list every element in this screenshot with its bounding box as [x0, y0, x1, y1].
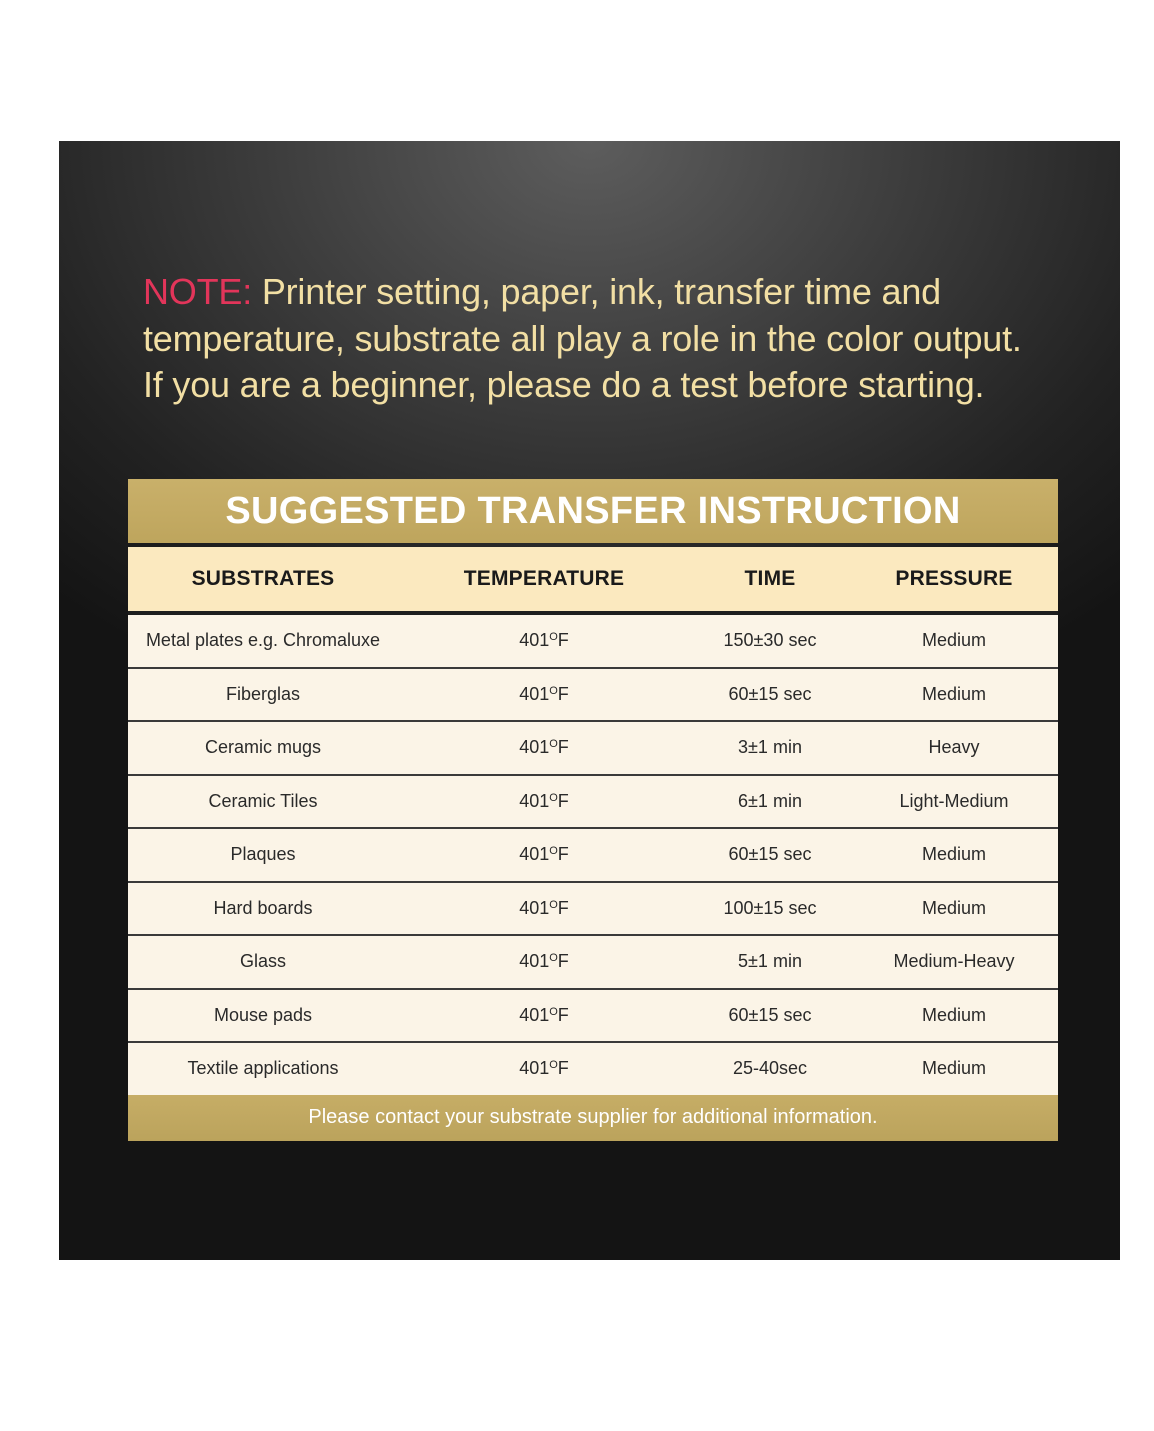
cell-substrate: Textile applications — [187, 1058, 339, 1079]
table-row — [128, 936, 1058, 990]
cell-time: 25-40sec — [732, 1058, 808, 1079]
cell-pressure: Medium — [921, 1004, 987, 1025]
table-row — [128, 615, 1058, 669]
table-row — [128, 883, 1058, 937]
table-row — [128, 722, 1058, 776]
cell-time: 150±30 sec — [723, 630, 817, 651]
temp-value: 401 — [519, 630, 550, 651]
table-row — [128, 776, 1058, 830]
degree-mark: O — [549, 1005, 558, 1018]
temp-value: 401 — [519, 897, 550, 918]
degree-mark: O — [549, 791, 558, 804]
table-row — [128, 669, 1058, 723]
cell-temperature — [398, 737, 690, 758]
temp-scale: F — [557, 1058, 569, 1079]
temp-scale: F — [557, 951, 569, 972]
note-line-2: temperature, substrate all play a role in the color output. — [143, 317, 1022, 359]
cell-temperature — [398, 1058, 690, 1079]
table-row — [128, 1043, 1058, 1095]
cell-time: 5±1 min — [738, 951, 802, 972]
cell-pressure: Heavy — [928, 737, 980, 758]
table-title: SUGGESTED TRANSFER INSTRUCTION — [128, 479, 1058, 543]
cell-temperature — [398, 1005, 690, 1026]
temp-value: 401 — [519, 951, 550, 972]
temp-value: 401 — [519, 1058, 550, 1079]
degree-mark: O — [549, 898, 558, 911]
temp-scale: F — [557, 630, 569, 651]
note-line-1 — [143, 269, 1083, 316]
note-label: NOTE: — [143, 271, 253, 312]
cell-temperature — [398, 630, 690, 651]
cell-substrate: Ceramic mugs — [204, 737, 322, 758]
header-time: TIME — [744, 567, 796, 590]
cell-temperature — [398, 684, 690, 705]
cell-pressure: Medium-Heavy — [893, 951, 1015, 972]
instruction-panel — [59, 141, 1120, 1260]
cell-temperature — [398, 898, 690, 919]
cell-time: 60±15 sec — [728, 1004, 812, 1025]
cell-time: 6±1 min — [738, 790, 802, 811]
table-row — [128, 829, 1058, 883]
cell-substrate: Fiberglas — [225, 683, 301, 704]
cell-temperature — [398, 844, 690, 865]
temp-value: 401 — [519, 683, 550, 704]
cell-substrate: Plaques — [230, 844, 296, 865]
cell-temperature — [398, 951, 690, 972]
cell-pressure: Medium — [921, 630, 987, 651]
temp-scale: F — [557, 897, 569, 918]
temp-value: 401 — [519, 1004, 550, 1025]
temp-scale: F — [557, 790, 569, 811]
cell-time: 60±15 sec — [728, 683, 812, 704]
temp-value: 401 — [519, 790, 550, 811]
temp-scale: F — [557, 1004, 569, 1025]
degree-mark: O — [549, 952, 558, 965]
degree-mark: O — [549, 684, 558, 697]
temp-value: 401 — [519, 844, 550, 865]
cell-pressure: Medium — [921, 844, 987, 865]
degree-mark: O — [549, 845, 558, 858]
cell-time: 100±15 sec — [723, 897, 817, 918]
cell-temperature — [398, 791, 690, 812]
cell-substrate: Ceramic Tiles — [208, 790, 318, 811]
note-line-1-text: Printer setting, paper, ink, transfer time and — [261, 271, 941, 312]
table-footer-note: Please contact your substrate supplier for additional information. — [128, 1095, 1058, 1141]
degree-mark: O — [549, 1059, 558, 1072]
temp-scale: F — [557, 683, 569, 704]
cell-substrate: Metal plates e.g. Chromaluxe — [145, 630, 381, 651]
degree-mark: O — [549, 631, 558, 644]
cell-pressure: Medium — [921, 1058, 987, 1079]
cell-substrate: Glass — [239, 951, 286, 972]
cell-pressure: Light-Medium — [899, 790, 1009, 811]
cell-substrate: Hard boards — [213, 897, 313, 918]
temp-scale: F — [557, 737, 569, 758]
note-line-3: If you are a beginner, please do a test before starting. — [143, 364, 985, 405]
header-substrates: SUBSTRATES — [191, 567, 335, 590]
header-pressure: PRESSURE — [895, 567, 1013, 590]
header-temperature: TEMPERATURE — [463, 567, 625, 590]
table-row — [128, 990, 1058, 1044]
table-body — [128, 615, 1058, 1095]
cell-pressure: Medium — [921, 683, 987, 704]
temp-scale: F — [557, 844, 569, 865]
temp-value: 401 — [519, 737, 550, 758]
table-header-row — [128, 547, 1058, 615]
transfer-table — [128, 479, 1058, 1141]
degree-mark: O — [549, 738, 558, 751]
cell-time: 3±1 min — [738, 737, 802, 758]
cell-pressure: Medium — [921, 897, 987, 918]
cell-time: 60±15 sec — [728, 844, 812, 865]
note-text — [143, 269, 1083, 409]
cell-substrate: Mouse pads — [213, 1004, 313, 1025]
